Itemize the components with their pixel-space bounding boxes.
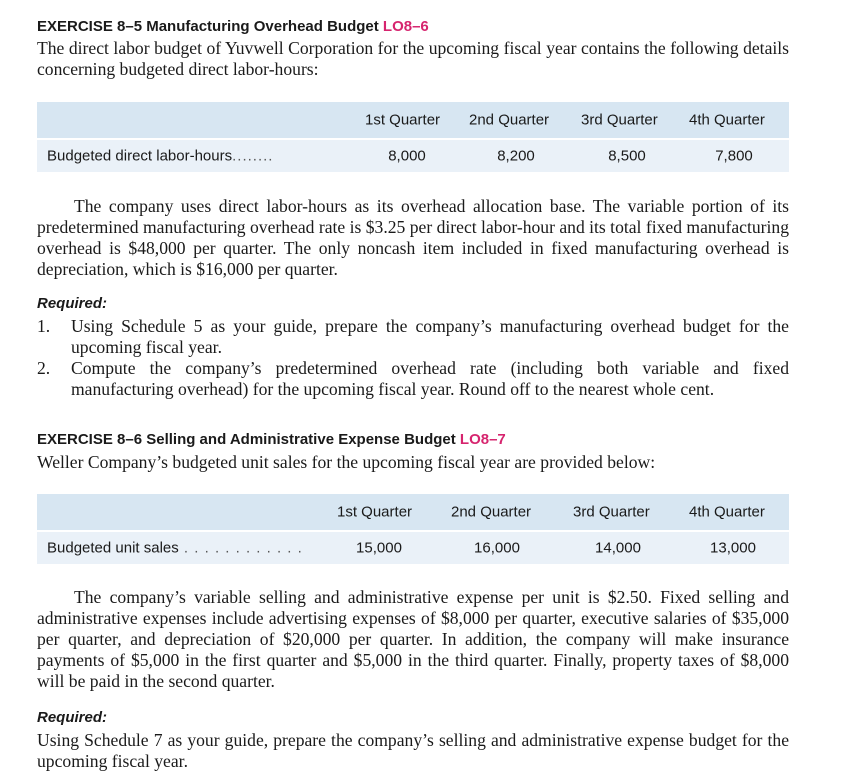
labor-hours-table: [37, 102, 789, 172]
row-label: Budgeted direct labor-hours........: [47, 147, 274, 165]
col-header-q4: 4th Quarter: [689, 503, 765, 521]
value-q4: 7,800: [715, 147, 753, 165]
unit-sales-table: [37, 494, 789, 564]
exercise-8-5-body: The company uses direct labor-hours as its overhead allocation base. The variable portion of its predetermined manufacturing overhead rate is $3.25 per direct labor-hour and its total fixed manufacturing overhead is $48,000 per quarter. The only noncash item included in fixed manufacturing overhead is depreciation, which is $16,000 per quarter.: [37, 196, 789, 279]
value-q2: 16,000: [474, 539, 520, 557]
col-header-q3: 3rd Quarter: [573, 503, 650, 521]
col-header-q4: 4th Quarter: [689, 111, 765, 129]
row-label: Budgeted unit sales . . . . . . . . . . . .: [47, 539, 303, 557]
exercise-8-6-lo: LO8–7: [459, 431, 506, 448]
list-item: 2. Compute the company’s predetermined overhead rate (including both variable and fixed manufacturing overhead) for the upcoming fiscal year. Round off to the nearest whole cent.: [37, 358, 789, 399]
exercise-8-5-required-list: [37, 316, 789, 400]
exercise-8-5-intro: The direct labor budget of Yuvwell Corporation for the upcoming fiscal year contains the following details concerning budgeted direct labor-hours:: [37, 38, 789, 79]
exercise-8-6-body: The company’s variable selling and administrative expense per unit is $2.50. Fixed selling and administrative expenses include advertising expenses of $8,000 per quarter, executive salaries of $35,000 per quarter, and depreciation of $20,000 per quarter. In addition, the company will make insurance payments of $5,000 in the first quarter and $5,000 in the third quarter. Finally, property taxes of $8,000 will be paid in the second quarter.: [37, 587, 789, 691]
value-q2: 8,200: [497, 147, 535, 165]
col-header-q1: 1st Quarter: [365, 111, 441, 129]
col-header-q3: 3rd Quarter: [581, 111, 658, 129]
exercise-8-5-title: EXERCISE 8–5 Manufacturing Overhead Budget: [37, 18, 383, 35]
col-header-q2: 2nd Quarter: [469, 111, 550, 129]
value-q3: 8,500: [608, 147, 646, 165]
value-q1: 8,000: [388, 147, 426, 165]
exercise-8-6-required-label: Required:: [37, 709, 108, 726]
exercise-8-6-required-text: Using Schedule 7 as your guide, prepare the company’s selling and administrative expense budget for the upcoming fiscal year.: [37, 730, 789, 771]
value-q4: 13,000: [710, 539, 756, 557]
exercise-8-5-heading: [37, 18, 429, 35]
exercise-8-6-intro: Weller Company’s budgeted unit sales for the upcoming fiscal year are provided below:: [37, 452, 656, 472]
value-q1: 15,000: [356, 539, 402, 557]
table-row: [37, 530, 789, 564]
exercise-8-5-lo: LO8–6: [382, 18, 429, 35]
exercise-8-6-title: EXERCISE 8–6 Selling and Administrative Expense Budget: [37, 431, 460, 448]
table-header-row: [37, 494, 789, 530]
list-item: 1. Using Schedule 5 as your guide, prepare the company’s manufacturing overhead budget for the upcoming fiscal year.: [37, 316, 789, 357]
table-header-row: [37, 102, 789, 138]
value-q3: 14,000: [595, 539, 641, 557]
exercise-8-6-heading: [37, 431, 506, 448]
exercise-8-5-required-label: Required:: [37, 295, 108, 312]
col-header-q1: 1st Quarter: [337, 503, 413, 521]
table-row: [37, 138, 789, 172]
col-header-q2: 2nd Quarter: [451, 503, 532, 521]
